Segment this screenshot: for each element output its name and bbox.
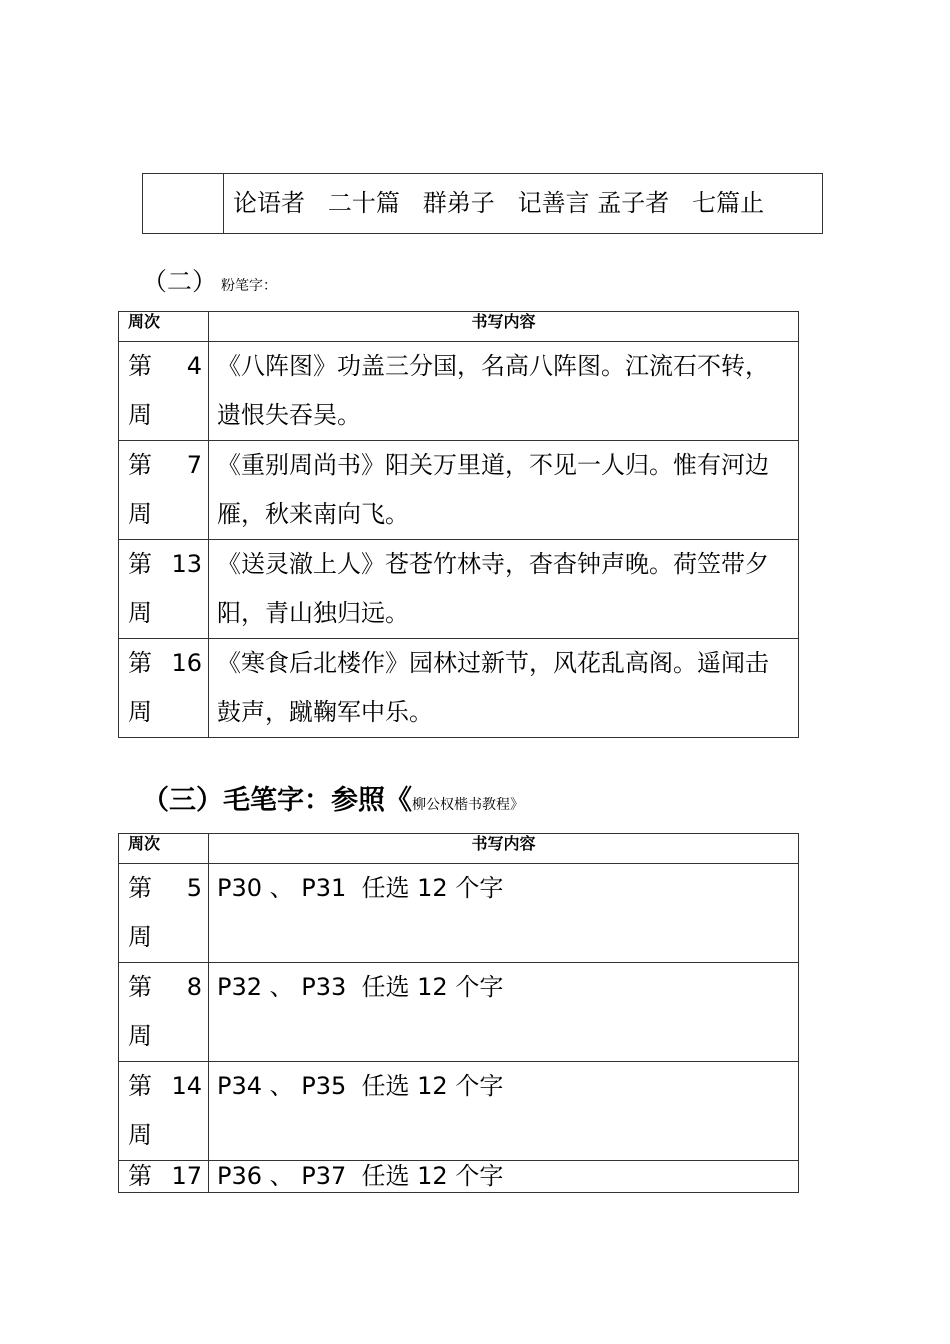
content-cell: 《重别周尚书》阳关万里道，不见一人归。惟有河边雁，秋来南向飞。 — [209, 441, 799, 540]
header-content: 书写内容 — [209, 312, 799, 342]
section-three-heading — [142, 778, 524, 817]
week-prefix: 第 — [128, 973, 152, 1001]
content-cell: P32 、 P33 任选 12 个字 — [209, 963, 799, 1062]
content-cell: 《送灵澈上人》苍苍竹林寺，杳杳钟声晚。荷笠带夕阳，青山独归远。 — [209, 540, 799, 639]
week-suffix: 周 — [128, 401, 152, 429]
table-header-row — [119, 312, 799, 342]
week-suffix: 周 — [128, 923, 152, 951]
week-cell — [119, 1062, 209, 1161]
week-number: 16 — [171, 649, 202, 677]
week-prefix: 第 — [128, 352, 152, 380]
week-suffix: 周 — [128, 698, 152, 726]
header-week: 周次 — [119, 312, 209, 342]
header-week: 周次 — [119, 834, 209, 864]
chalk-writing-table — [118, 311, 799, 738]
week-cell — [119, 441, 209, 540]
week-number: 7 — [186, 451, 202, 479]
section-two-heading — [142, 262, 277, 298]
table-row — [119, 1062, 799, 1161]
table-row — [119, 639, 799, 738]
section-two-subtitle: 粉笔字： — [221, 278, 278, 294]
section-three-subtitle: 柳公权楷书教程》 — [412, 797, 524, 813]
week-number: 4 — [186, 352, 202, 380]
week-number: 17 — [171, 1162, 202, 1190]
table-row — [119, 342, 799, 441]
verse-cell: 论语者 二十篇 群弟子 记善言 孟子者 七篇止 — [224, 174, 823, 234]
week-suffix: 周 — [128, 1022, 152, 1050]
week-cell — [119, 864, 209, 963]
brush-writing-table — [118, 833, 799, 1193]
content-cell: P36 、 P37 任选 12 个字 — [209, 1161, 799, 1193]
verse-table — [142, 173, 823, 234]
week-prefix: 第 — [128, 550, 152, 578]
week-cell — [119, 342, 209, 441]
content-cell: P30 、 P31 任选 12 个字 — [209, 864, 799, 963]
week-cell — [119, 963, 209, 1062]
table-row — [119, 864, 799, 963]
week-number: 14 — [171, 1072, 202, 1100]
week-suffix: 周 — [128, 500, 152, 528]
week-cell — [119, 1161, 209, 1193]
table-row — [119, 441, 799, 540]
week-prefix: 第 — [128, 649, 152, 677]
week-suffix: 周 — [128, 1121, 152, 1149]
week-cell — [119, 639, 209, 738]
content-cell: 《寒食后北楼作》园林过新节，风花乱高阁。遥闻击鼓声，蹴鞠军中乐。 — [209, 639, 799, 738]
week-suffix: 周 — [128, 599, 152, 627]
week-number: 8 — [186, 973, 202, 1001]
week-prefix: 第 — [128, 1072, 152, 1100]
table-row — [119, 540, 799, 639]
content-cell: 《八阵图》功盖三分国，名高八阵图。江流石不转，遗恨失吞吴。 — [209, 342, 799, 441]
table-row — [119, 963, 799, 1062]
table-row — [119, 1161, 799, 1193]
week-cell — [119, 540, 209, 639]
week-number: 13 — [171, 550, 202, 578]
section-two-number: （二） — [142, 267, 218, 296]
section-three-title: （三）毛笔字：参照《 — [142, 785, 412, 816]
content-cell: P34 、 P35 任选 12 个字 — [209, 1062, 799, 1161]
header-content: 书写内容 — [209, 834, 799, 864]
week-prefix: 第 — [128, 874, 152, 902]
blank-cell — [143, 174, 224, 234]
week-prefix: 第 — [128, 451, 152, 479]
week-prefix: 第 — [128, 1162, 152, 1190]
table-header-row — [119, 834, 799, 864]
week-number: 5 — [186, 874, 202, 902]
